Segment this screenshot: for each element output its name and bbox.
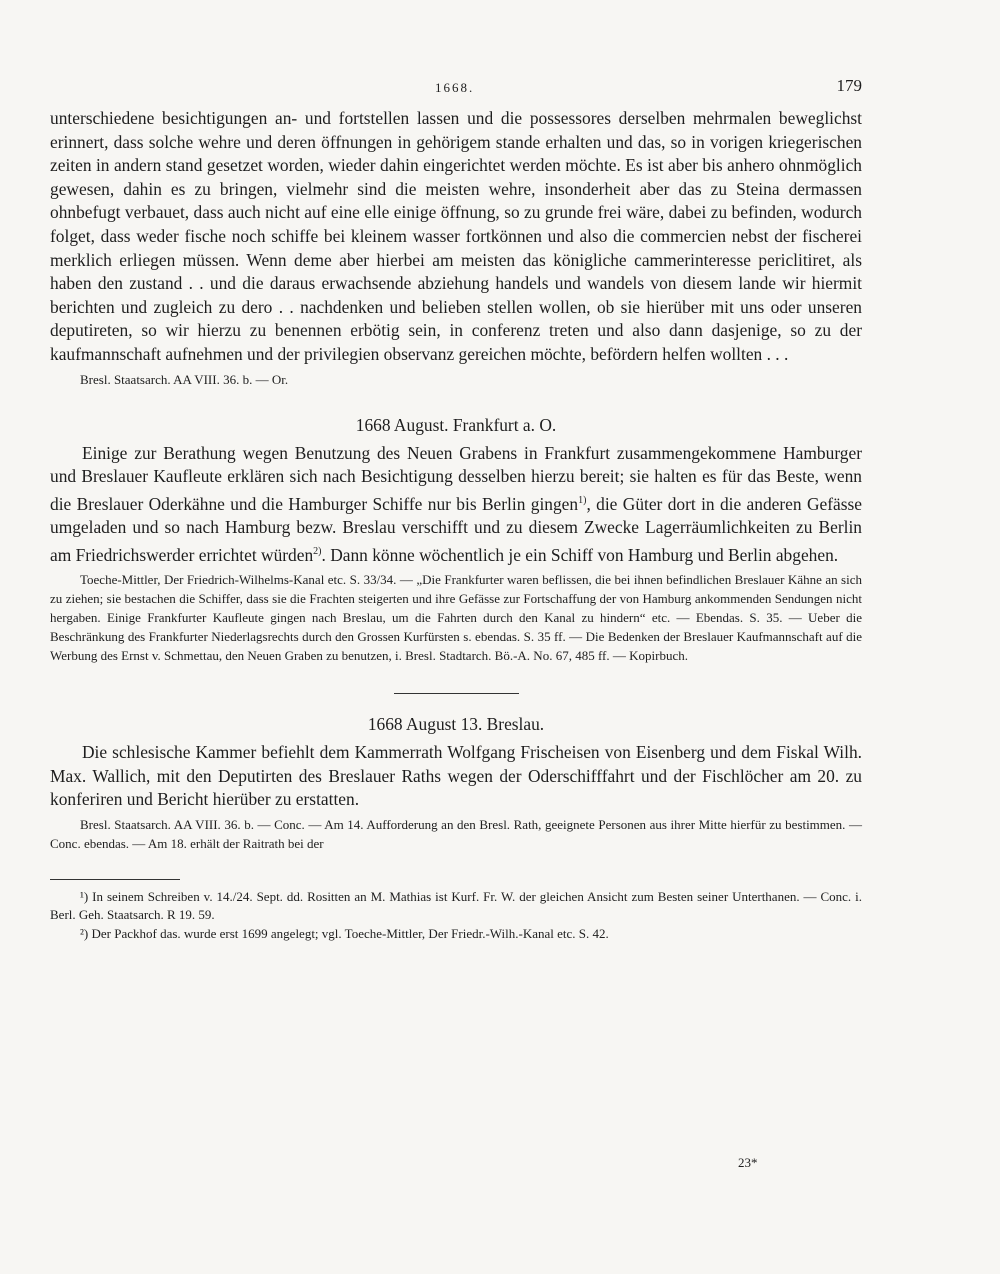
printer-signature: 23* bbox=[738, 1155, 758, 1170]
section-text-part-a: Einige zur Berathung wegen Benutzung des Neuen Grabens in Frankfurt zusammengekommene Hamburger und Breslauer Kaufleute erklären sich nach Besichtigung desselben hierzu bereit; sie halten es für das Beste, wenn die Breslauer Oderkähne und die Hamburger Schiffe nur bis Berlin gingen bbox=[50, 442, 862, 514]
section-divider bbox=[394, 693, 519, 694]
section-text-frankfurt bbox=[50, 442, 862, 568]
footnote-ref-1: 1) bbox=[578, 494, 587, 506]
section-text-part-b: , die Güter dort in die anderen Gefässe umgeladen und so nach Hamburg bezw. Breslau verschifft und zu diesem Zwecke Lagerräumlichkeiten zu Berlin am Friedrichswerder errichtet würden bbox=[50, 493, 862, 565]
footnote-2: ²) Der Packhof das. wurde erst 1699 angelegt; vgl. Toeche-Mittler, Der Friedr.-Wilh.-Kanal etc. S. 42. bbox=[80, 925, 609, 941]
page-content bbox=[50, 107, 862, 943]
source-citation-frankfurt: Toeche-Mittler, Der Friedrich-Wilhelms-Kanal etc. S. 33/34. — „Die Frankfurter waren beflissen, die bei ihnen befindlichen Breslauer Kähne an sich zu ziehen; sie bestachen die Schiffer, dass sie die Frachten steigerten und ihre Gefässe zur Fortschaffung der von Hamburg ankommenden Sendungen nicht hergaben. Einige Frankfurter Kaufleute gingen nach Breslau, um die Fahrten durch den Kanal zu hindern“ etc. — Ebendas. S. 35. — Ueber die Beschränkung des Frankfurter Niederlagsrechts durch den Grossen Kurfürsten s. ebendas. S. 35 ff. — Die Bedenken der Breslauer Kaufmannschaft auf die Werbung des Ernst v. Schmettau, den Neuen Graben zu benutzen, i. Bresl. Stadtarch. Bö.-A. No. 67, 485 ff. — Kopirbuch. bbox=[50, 572, 862, 664]
section-heading-breslau: 1668 August 13. Breslau. bbox=[367, 714, 545, 735]
footnote-ref-2: 2) bbox=[313, 545, 322, 557]
running-head-year: 1668. bbox=[435, 80, 475, 95]
continued-paragraph: unterschiedene besichtigungen an- und fortstellen lassen und die possessores derselben mehrmalen beweglichst erinnert, dass solche wehre und deren öffnungen in gehörigem stande erhalten und das, so in vorigen kriegerischen zeiten in andern stand gesetzet worden, wieder dahin eingerichtet werden möchte. Es ist aber bis anhero ohnmöglich gewesen, dahin es zu bringen, vielmehr sind die meisten wehre, insonderheit aber das zu Steina dermassen ohnbefugt verbauet, dass auch nicht auf eine elle einige öffnung, so zu grunde frei wäre, dabei zu befinden, wodurch folget, dass weder fische noch schiffe bei kleinem wasser fortkönnen und also die commercien nebst der fischerei merklich erliegen müssen. Wenn deme aber hierbei am meisten das königliche cammerinteresse periclitiret, als haben den zustand . . und die daraus erwachsende abziehung handels und wandels von diesem lande wir hiermit berichten und zugleich zu dero . . nachdenken und belieben stellen wollen, ob sie hierüber mit uns oder unseren deputireten, so wir hierzu zu benennen erbötig sein, in conferenz treten und also dann dasjenige, so zu der kaufmannschaft aufnehmen und der privilegien observanz gereichen möchte, befördern helfen wollten . . . bbox=[50, 108, 862, 364]
source-citation-breslau: Bresl. Staatsarch. AA VIII. 36. b. — Conc. — Am 14. Aufforderung an den Bresl. Rath, geeignete Personen aus ihrer Mitte hierfür zu bestimmen. — Conc. ebendas. — Am 18. erhält der Raitrath bei der bbox=[50, 816, 862, 851]
section-heading-frankfurt: 1668 August. Frankfurt a. O. bbox=[355, 414, 557, 435]
running-head bbox=[50, 76, 862, 100]
section-text-part-c: . Dann könne wöchentlich je ein Schiff von Hamburg und Berlin abgehen. bbox=[321, 544, 839, 565]
footnote-divider bbox=[50, 879, 180, 880]
footnote-1: ¹) In seinem Schreiben v. 14./24. Sept. dd. Rositten an M. Mathias ist Kurf. Fr. W. der gleichen Ansicht zum Besten seiner Unterthanen. — Conc. i. Berl. Geh. Staatsarch. R 19. 59. bbox=[50, 888, 862, 923]
page-number: 179 bbox=[836, 76, 862, 95]
section-text-breslau: Die schlesische Kammer befiehlt dem Kammerrath Wolfgang Frischeisen von Eisenberg und dem Fiskal Wilh. Max. Wallich, mit den Deputirten des Breslauer Raths wegen der Oderschifffahrt und der Fischlöcher am 20. zu konferiren und Bericht hierüber zu erstatten. bbox=[50, 742, 862, 810]
source-citation-1: Bresl. Staatsarch. AA VIII. 36. b. — Or. bbox=[80, 371, 289, 387]
